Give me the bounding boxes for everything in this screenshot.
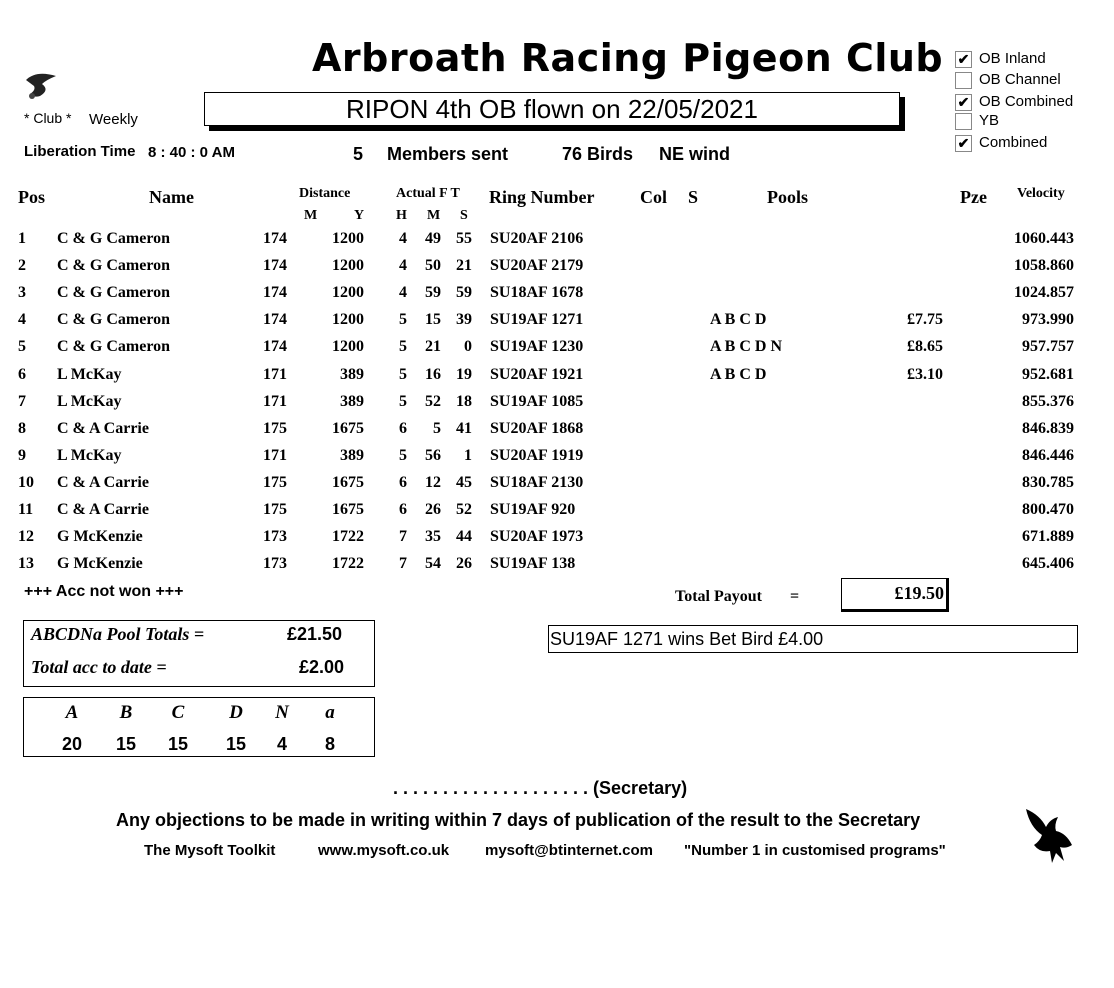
cell-vel: 1060.443	[1014, 230, 1074, 247]
cell-name: L McKay	[57, 446, 122, 464]
cell-y: 1200	[332, 338, 364, 356]
cell-m: 175	[263, 501, 287, 518]
pool-count-4: 4	[276, 734, 287, 754]
cell-s: 21	[456, 257, 472, 275]
cell-m: 174	[263, 338, 287, 356]
pool-totals-value: £21.50	[287, 624, 343, 644]
cell-h: 5	[399, 392, 407, 410]
cell-m: 173	[263, 555, 287, 573]
cell-name: G McKenzie	[57, 555, 143, 573]
cell-pos: 11	[18, 501, 34, 518]
cell-h: 5	[399, 365, 407, 383]
cell-y: 1675	[332, 473, 364, 491]
cell-mi: 54	[425, 555, 441, 573]
cell-y: 1200	[332, 257, 364, 275]
cell-m: 171	[263, 365, 287, 383]
cell-name: C & G Cameron	[57, 257, 171, 275]
col-distance: Distance	[299, 186, 351, 201]
cell-s: 18	[456, 392, 472, 410]
col-actual: Actual F T	[396, 186, 460, 201]
cell-pools: A B C D	[710, 311, 767, 329]
cell-ring: SU20AF 1973	[490, 528, 584, 546]
cell-mi: 16	[425, 365, 441, 383]
race-title: RIPON 4th OB flown on 22/05/2021	[204, 92, 900, 126]
cell-vel: 952.681	[1022, 365, 1074, 383]
liberation-label: Liberation Time	[24, 143, 136, 160]
cell-m: 171	[263, 446, 287, 464]
option-label-1: OB Channel	[979, 71, 1061, 88]
bet-bird-text: SU19AF 1271 wins Bet Bird £4.00	[550, 629, 824, 649]
cell-ring: SU18AF 1678	[490, 284, 584, 302]
cell-pos: 6	[18, 365, 26, 383]
secretary-signature: . . . . . . . . . . . . . . . . . . . . (Secretary)	[393, 778, 688, 798]
table-row	[0, 311, 1114, 338]
cell-pos: 13	[18, 555, 34, 573]
cell-h: 4	[399, 230, 407, 247]
col-name: Name	[149, 187, 194, 207]
cell-ring: SU19AF 920	[490, 501, 576, 518]
option-label-3: YB	[979, 112, 1000, 129]
cell-vel: 846.446	[1022, 446, 1074, 464]
cell-m: 174	[263, 311, 287, 329]
cell-name: C & G Cameron	[57, 311, 171, 329]
pool-count-0: 20	[61, 734, 83, 754]
cell-vel: 830.785	[1022, 473, 1074, 491]
table-row	[0, 474, 1114, 501]
pool-label-0: A	[65, 702, 79, 723]
slogan: "Number 1 in customised programs"	[684, 842, 946, 859]
cell-y: 1200	[332, 311, 364, 329]
club-logo-small	[22, 66, 62, 106]
cell-ring: SU19AF 138	[490, 555, 576, 573]
pigeon-logo	[1020, 805, 1076, 865]
cell-y: 1200	[332, 284, 364, 302]
col-pze: Pze	[960, 187, 987, 207]
option-checkbox-3[interactable]	[955, 113, 972, 130]
option-checkbox-2[interactable]: ✔	[955, 94, 972, 111]
cell-m: 171	[263, 392, 287, 410]
cell-mi: 49	[425, 230, 441, 247]
cell-vel: 671.889	[1022, 528, 1074, 546]
cell-vel: 846.839	[1022, 419, 1074, 437]
cell-name: L McKay	[57, 392, 122, 410]
cell-m: 174	[263, 284, 287, 302]
cell-pos: 10	[18, 473, 34, 491]
cell-h: 5	[399, 338, 407, 356]
cell-pos: 2	[18, 257, 26, 275]
col-sex: S	[688, 187, 699, 207]
cell-ring: SU20AF 2179	[490, 257, 584, 275]
cell-mi: 59	[425, 284, 441, 302]
birds-count: 76 Birds	[562, 144, 634, 164]
col-pools: Pools	[767, 187, 809, 207]
website-link[interactable]: www.mysoft.co.uk	[318, 842, 450, 859]
cell-pos: 1	[18, 230, 26, 247]
cell-ring: SU19AF 1085	[490, 392, 584, 410]
cell-mi: 26	[425, 501, 441, 518]
cell-name: C & A Carrie	[57, 419, 149, 437]
cell-mi: 56	[425, 446, 441, 464]
cell-name: C & G Cameron	[57, 338, 171, 356]
total-payout-label: Total Payout	[675, 588, 762, 605]
option-label-2: OB Combined	[979, 93, 1074, 110]
cell-m: 174	[263, 230, 287, 247]
table-row	[0, 393, 1114, 420]
cell-ring: SU20AF 1921	[490, 365, 584, 383]
table-row	[0, 420, 1114, 447]
cell-pze: £3.10	[907, 365, 943, 383]
cell-y: 389	[340, 392, 364, 410]
pool-count-1: 15	[115, 734, 137, 754]
cell-s: 55	[456, 230, 472, 247]
table-row	[0, 257, 1114, 284]
cell-h: 6	[399, 473, 407, 491]
pool-totals-label: ABCDNa Pool Totals =	[31, 624, 205, 644]
cell-h: 7	[399, 528, 407, 546]
cell-name: C & A Carrie	[57, 473, 149, 491]
cell-ring: SU20AF 1868	[490, 419, 584, 437]
cell-name: C & A Carrie	[57, 501, 149, 518]
cell-s: 52	[456, 501, 472, 518]
table-row	[0, 230, 1114, 257]
total-payout-value: £19.50	[841, 578, 949, 612]
cell-pos: 4	[18, 311, 26, 329]
cell-m: 174	[263, 257, 287, 275]
col-dist-y: Y	[354, 208, 365, 223]
cell-name: L McKay	[57, 365, 122, 383]
pool-label-4: N	[275, 702, 289, 723]
option-label-0: OB Inland	[979, 50, 1046, 67]
cell-s: 19	[456, 365, 472, 383]
members-label: Members sent	[387, 144, 509, 164]
option-checkbox-4[interactable]: ✔	[955, 135, 972, 152]
cell-pools: A B C D N	[710, 338, 783, 356]
cell-ring: SU20AF 1919	[490, 446, 584, 464]
cell-h: 4	[399, 284, 407, 302]
cell-name: G McKenzie	[57, 528, 143, 546]
pool-label-2: C	[171, 702, 185, 723]
objections-notice: Any objections to be made in writing within 7 days of publication of the result to the Secretary	[116, 810, 921, 830]
option-checkbox-0[interactable]: ✔	[955, 51, 972, 68]
cell-ring: SU20AF 2106	[490, 230, 584, 247]
table-row	[0, 366, 1114, 393]
cell-vel: 645.406	[1022, 555, 1074, 573]
liberation-time: 8 : 40 : 0 AM	[148, 144, 235, 161]
cell-mi: 21	[425, 338, 441, 356]
cell-s: 45	[456, 473, 472, 491]
total-acc-value: £2.00	[299, 657, 345, 677]
col-pos: Pos	[18, 187, 45, 207]
cell-pos: 3	[18, 284, 26, 302]
cell-ring: SU18AF 2130	[490, 473, 584, 491]
table-row	[0, 284, 1114, 311]
cell-vel: 1058.860	[1014, 257, 1074, 275]
members-count: 5	[353, 144, 364, 164]
cell-s: 44	[456, 528, 472, 546]
col-s: S	[460, 208, 468, 223]
toolkit-name: The Mysoft Toolkit	[144, 842, 276, 859]
cell-pos: 7	[18, 392, 26, 410]
table-row	[0, 447, 1114, 474]
cell-m: 175	[263, 419, 287, 437]
cell-pze: £8.65	[907, 338, 943, 356]
pool-count-5: 8	[324, 734, 335, 754]
cell-pools: A B C D	[710, 365, 767, 383]
cell-y: 389	[340, 365, 364, 383]
cell-pos: 5	[18, 338, 26, 356]
acc-note: +++ Acc not won +++	[24, 583, 184, 600]
cell-m: 173	[263, 528, 287, 546]
cell-y: 1200	[332, 230, 364, 247]
cell-y: 1722	[332, 528, 364, 546]
cell-h: 5	[399, 311, 407, 329]
cell-h: 4	[399, 257, 407, 275]
cell-vel: 957.757	[1022, 338, 1074, 356]
table-row	[0, 338, 1114, 365]
col-colour: Col	[640, 187, 667, 207]
total-acc-label: Total acc to date =	[31, 657, 167, 677]
cell-s: 1	[464, 446, 472, 464]
cell-y: 389	[340, 446, 364, 464]
cell-vel: 855.376	[1022, 392, 1074, 410]
col-h: H	[396, 208, 407, 223]
cell-y: 1675	[332, 501, 364, 518]
cell-pos: 12	[18, 528, 34, 546]
club-label: * Club *	[24, 110, 72, 126]
page-title: Arbroath Racing Pigeon Club	[312, 36, 944, 80]
email-link[interactable]: mysoft@btinternet.com	[485, 842, 653, 859]
cell-s: 39	[456, 311, 472, 329]
option-label-4: Combined	[979, 134, 1048, 151]
cell-pos: 8	[18, 419, 26, 437]
cell-h: 5	[399, 446, 407, 464]
wind: NE wind	[659, 144, 730, 164]
cell-mi: 12	[425, 473, 441, 491]
cell-s: 26	[456, 555, 472, 573]
option-checkbox-1[interactable]	[955, 72, 972, 89]
pool-label-5: a	[325, 702, 335, 723]
cell-vel: 1024.857	[1014, 284, 1074, 302]
cell-y: 1722	[332, 555, 364, 573]
cell-mi: 52	[425, 392, 441, 410]
cell-ring: SU19AF 1230	[490, 338, 584, 356]
pool-label-1: B	[119, 702, 133, 723]
bet-bird-box	[548, 625, 1078, 653]
table-row	[0, 501, 1114, 528]
col-dist-m: M	[304, 208, 318, 223]
cell-s: 41	[456, 419, 472, 437]
col-velocity: Velocity	[1017, 186, 1065, 201]
pool-count-3: 15	[225, 734, 247, 754]
table-row	[0, 528, 1114, 555]
col-m: M	[427, 208, 441, 223]
cell-h: 6	[399, 501, 407, 518]
cell-m: 175	[263, 473, 287, 491]
cell-mi: 35	[425, 528, 441, 546]
cell-s: 59	[456, 284, 472, 302]
col-ring: Ring Number	[489, 187, 595, 207]
total-payout-equals: =	[790, 588, 800, 605]
pool-count-2: 15	[167, 734, 189, 754]
cell-name: C & G Cameron	[57, 284, 171, 302]
cell-pze: £7.75	[907, 311, 943, 329]
cell-h: 6	[399, 419, 407, 437]
cell-h: 7	[399, 555, 407, 573]
cell-s: 0	[464, 338, 472, 356]
cell-mi: 5	[433, 419, 441, 437]
cell-y: 1675	[332, 419, 364, 437]
cell-vel: 800.470	[1022, 501, 1074, 518]
cell-pos: 9	[18, 446, 26, 464]
club-type: Weekly	[89, 111, 138, 128]
cell-mi: 50	[425, 257, 441, 275]
pool-label-3: D	[229, 702, 243, 723]
cell-name: C & G Cameron	[57, 230, 171, 247]
cell-mi: 15	[425, 311, 441, 329]
cell-vel: 973.990	[1022, 311, 1074, 329]
cell-ring: SU19AF 1271	[490, 311, 584, 329]
